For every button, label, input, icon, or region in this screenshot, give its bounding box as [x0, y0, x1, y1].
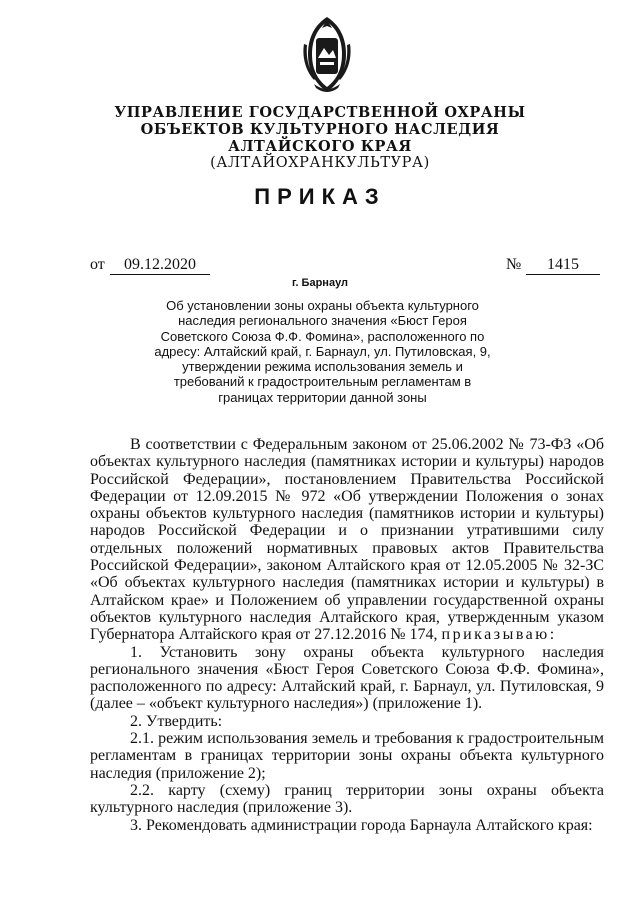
document-type-title: ПРИКАЗ	[254, 184, 386, 209]
order-item-2: 2. Утвердить:	[130, 712, 223, 730]
altai-krai-coat-of-arms-icon	[296, 14, 358, 96]
authority-line: АЛТАЙСКОГО КРАЯ	[228, 138, 412, 155]
number-label: №	[506, 256, 522, 273]
authority-abbreviation: (АЛТАЙОХРАНКУЛЬТУРА)	[210, 155, 430, 171]
preamble-paragraph	[90, 436, 604, 644]
order-body	[90, 436, 604, 834]
order-item-3: 3. Рекомендовать администрации города Барнаула Алтайского края:	[130, 816, 593, 834]
authority-line: УПРАВЛЕНИЕ ГОСУДАРСТВЕННОЙ ОХРАНЫ	[114, 104, 526, 121]
order-item-1: 1. Установить зону охраны объекта культурного наследия регионального значения «Бюст Героя Советского Союза Ф.Ф. Фомина», расположенного по адресу: Алтайский край, г. Барнаул, ул. Путиловская, 9 (далее – «объект культурного наследия») (приложение 1).	[90, 643, 604, 713]
order-subject: Об установлении зоны охраны объекта культурного наследия регионального значения «Бюст Героя Советского Союза Ф.Ф. Фомина», расположенного по адресу: Алтайский край, г. Барнаул, ул. Путиловская, 9, утверждении режима использования земель и требований к градостроительным регламентам в границах территории данной зоны	[154, 298, 491, 405]
order-number: 1415	[526, 256, 600, 275]
date-number-row	[90, 256, 600, 278]
order-item-2-2: 2.2. карту (схему) границ территории зоны охраны объекта культурного наследия (приложение 3).	[90, 781, 604, 817]
authority-line: ОБЪЕКТОВ КУЛЬТУРНОГО НАСЛЕДИЯ	[140, 121, 500, 138]
order-item-2-1: 2.1. режим использования земель и требования к градостроительным регламентам в границах территории зоны охраны объекта культурного наследия (приложение 2);	[90, 730, 604, 782]
order-word: приказываю:	[441, 626, 557, 644]
preamble-text: В соответствии с Федеральным законом от 25.06.2002 № 73-ФЗ «Об объектах культурного наследия (памятниках истории и культуры) народов Российской Федерации», постановлением Правительства Российской Федерации от 12.09.2015 № 972 «Об утверждении Положения о зонах охраны объектов культурного наследия (памятников истории и культуры) народов Российской Федерации и о признании утратившими силу отдельных положений нормативных правовых актов Правительства Российской Федерации», законом Алтайского края от 12.05.2005 № 32-ЗС «Об объектах культурного наследия (памятниках истории и культуры) в Алтайском крае» и Положением об управлении государственной охраны объектов культурного наследия Алтайского края, утвержденным указом Губернатора Алтайского края от 27.12.2016 № 174,	[90, 436, 604, 644]
city-name: г. Барнаул	[291, 277, 349, 289]
date-label: от	[90, 256, 105, 273]
order-date: 09.12.2020	[110, 256, 210, 275]
issuing-authority	[0, 104, 640, 172]
